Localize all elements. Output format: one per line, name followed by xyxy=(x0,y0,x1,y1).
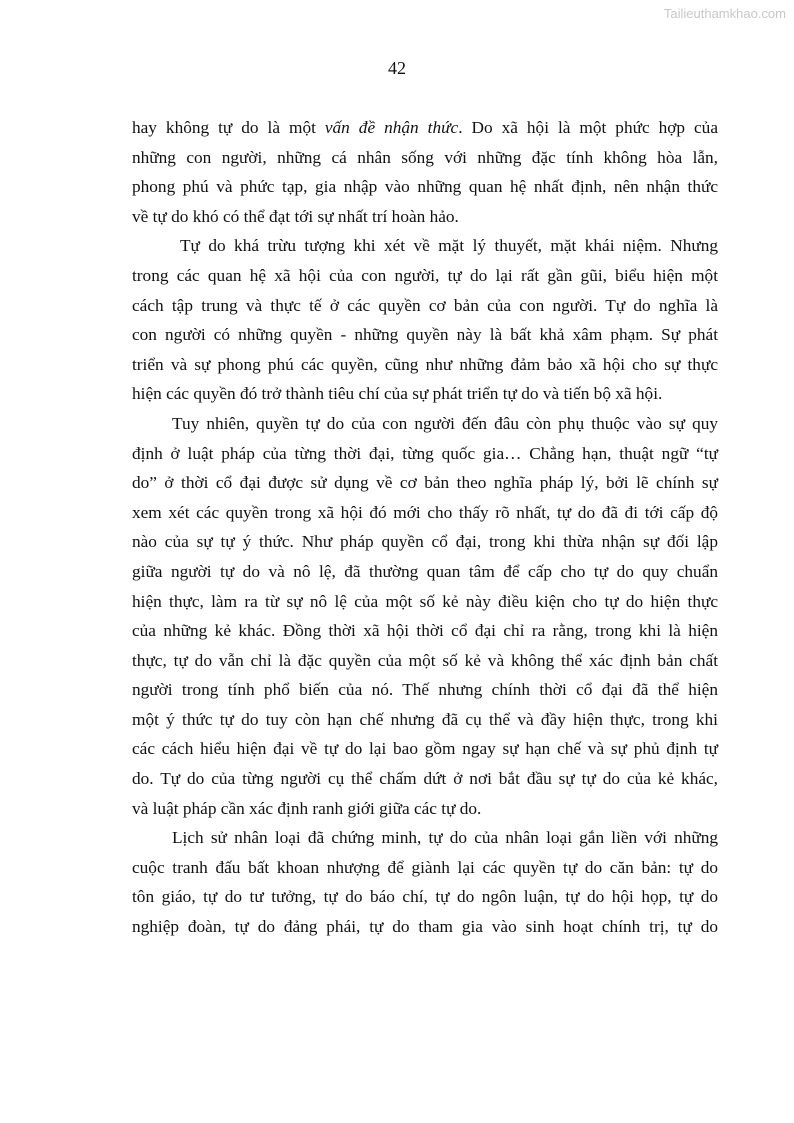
page-number: 42 xyxy=(388,58,406,78)
paragraph-3 xyxy=(132,409,718,823)
text-line: định ở luật pháp của từng thời đại, từng quốc gia… Chẳng hạn, thuật ngữ “tự xyxy=(132,443,718,463)
text-line: hiện thực, làm ra từ sự nô lệ của một số kẻ này điều kiện cho tự do hiện thực xyxy=(132,591,718,611)
text-line xyxy=(132,113,718,143)
text-line: cuộc tranh đấu bất khoan nhượng để giành lại các quyền tự do căn bản: tự do xyxy=(132,857,718,877)
text-line: phong phú và phức tạp, gia nhập vào những quan hệ nhất định, nên nhận thức xyxy=(132,177,718,197)
text-line: thực, tự do vẫn chỉ là đặc quyền của một số kẻ và không thể xác định bản chất xyxy=(132,650,718,670)
emphasis-text: vấn đề nhận thức xyxy=(324,118,459,137)
text-line: những con người, những cá nhân sống với những đặc tính không hòa lẫn, xyxy=(132,147,718,167)
text-line: và luật pháp cần xác định ranh giới giữa các tự do. xyxy=(132,798,482,818)
text-line: người trong tính phổ biến của nó. Thế nhưng chính thời cổ đại đã thể hiện xyxy=(132,680,718,700)
paragraph-2 xyxy=(132,231,718,409)
text-line: do. Tự do của từng người cụ thể chấm dứt ở nơi bắt đầu sự tự do của kẻ khác, xyxy=(132,769,718,789)
text-line: Lịch sử nhân loại đã chứng minh, tự do của nhân loại gắn liền với những xyxy=(172,828,718,848)
text-line: trong các quan hệ xã hội của con người, tự do lại rất gần gũi, biểu hiện một xyxy=(132,265,718,285)
text-line: giữa người tự do và nô lệ, đã thường quan tâm để cấp cho tự do quy chuẩn xyxy=(132,561,718,581)
text-line: hiện các quyền đó trở thành tiêu chí của sự phát triển tự do và tiến bộ xã hội. xyxy=(132,384,663,404)
text-line: nghiệp đoàn, tự do đảng phái, tự do tham gia vào sinh hoạt chính trị, tự do xyxy=(132,917,718,937)
text-line: nào của sự tự ý thức. Như pháp quyền cổ đại, trong khi thừa nhận sự đối lập xyxy=(132,532,718,552)
text-line: cách tập trung và thực tế ở các quyền cơ bản của con người. Tự do nghĩa là xyxy=(132,295,718,315)
body-text xyxy=(132,113,718,942)
text-line: triển và sự phong phú các quyền, cũng như những đảm bảo xã hội cho sự thực xyxy=(132,354,718,374)
text-segment: hay không tự do là một xyxy=(132,118,325,137)
text-line: Tự do khá trừu tượng khi xét về mặt lý thuyết, mặt khái niệm. Nhưng xyxy=(180,236,718,256)
text-segment: . Do xã hội là một phức hợp của xyxy=(458,118,718,137)
paragraph-4 xyxy=(132,823,718,941)
text-line: Tuy nhiên, quyền tự do của con người đến đâu còn phụ thuộc vào sự quy xyxy=(172,413,718,433)
text-line: xem xét các quyền trong xã hội đó mới cho thấy rõ nhất, tự do đã đi tới cấp độ xyxy=(132,502,718,522)
text-line: các cách hiểu hiện đại về tự do lại bao gồm ngay sự hạn chế và sự phủ định tự xyxy=(132,739,718,759)
text-line: một ý thức tự do tuy còn hạn chế nhưng đã cụ thể và đầy hiện thực, trong khi xyxy=(132,709,718,729)
paragraph-1 xyxy=(132,113,718,231)
text-line: của những kẻ khác. Đồng thời xã hội thời cổ đại chỉ ra rằng, trong khi là hiện xyxy=(132,621,718,641)
text-line: tôn giáo, tự do tư tưởng, tự do báo chí, tự do ngôn luận, tự do hội họp, tự do xyxy=(132,887,718,907)
text-line: về tự do khó có thể đạt tới sự nhất trí hoàn hảo. xyxy=(132,206,459,226)
watermark: Tailieuthamkhao.com xyxy=(663,6,786,21)
text-line: con người có những quyền - những quyền này là bất khả xâm phạm. Sự phát xyxy=(132,325,718,345)
text-line: do” ở thời cổ đại được sử dụng về cơ bản theo nghĩa pháp lý, bởi lẽ chính sự xyxy=(132,473,718,493)
